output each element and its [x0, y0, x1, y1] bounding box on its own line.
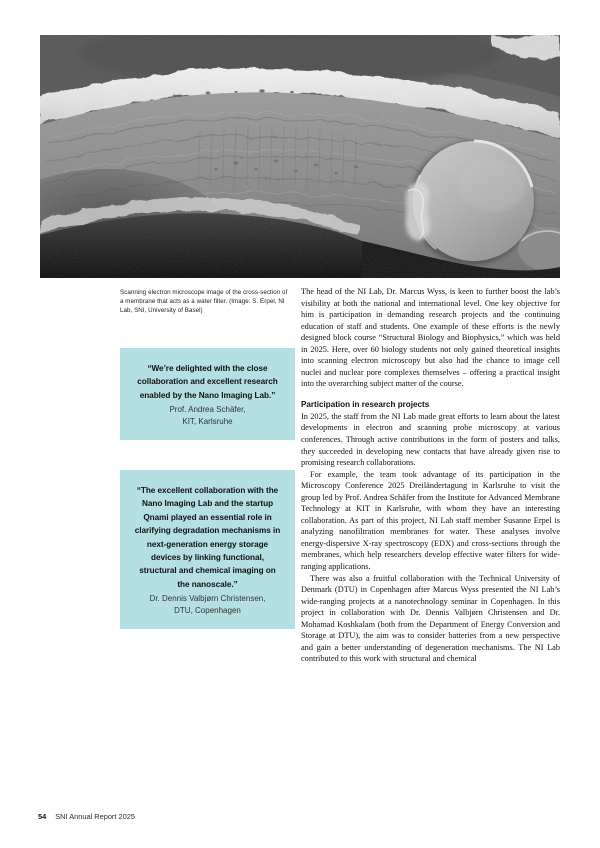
section-heading: Participation in research projects [301, 399, 430, 409]
image-caption: Scanning electron microscope image of the cross-section of a membrane that acts as a water filter. (Image: S. Erpel, NI Lab, SNI, University of Basel) [120, 289, 288, 315]
body-paragraph-4: There was also a fruitful collaboration with the Technical University of Denmark (DTU) in Copenhagen after Marcus Wyss presented the NI Lab’s wide-ranging projects at a nanotechnology seminar in Copenhagen. In this project in collaboration with Dr. Dennis Valbjørn Christensen and Dr. Mohamad Koshkalam (both from the Department of Energy Conversion and Storage at DTU), the aim was to consider batteries from a new perspective and gain a better understanding of degeneration mechanisms. The NI Lab contributed to this work with structural and chemical [301, 573, 560, 664]
pull-quote-box-2 [120, 470, 295, 629]
quote-attribution-1-name: Prof. Andrea Schäfer, [169, 405, 246, 415]
body-paragraph-2: In 2025, the staff from the NI Lab made great efforts to learn about the latest developments in electron and scanning probe microscopy at various conferences. Through active contributions in the form of posters and talks, they succeeded in developing new contacts that have already given rise to promising research collaborations. [301, 411, 560, 468]
footer-publication-title: SNI Annual Report 2025 [55, 812, 135, 821]
sem-micrograph-image [40, 35, 560, 278]
quote-attribution-2-affiliation: DTU, Copenhagen [174, 605, 241, 615]
article-body-column [301, 286, 560, 665]
pull-quote-box-1 [120, 348, 295, 440]
footer-page-number: 54 [38, 812, 47, 821]
quote-attribution-2-name: Dr. Dennis Valbjørn Christensen, [149, 594, 266, 604]
body-paragraph-1: The head of the NI Lab, Dr. Marcus Wyss, is keen to further boost the lab’s visibility at both the national and international level. One key objective for him is participation in demanding research projects and the continuing education of staff and students. One example of these efforts is the newly designed block course “Structural Biology and Biophysics,” which was held in 2025. Here, over 60 biology students not only gained theoretical insights into scanning electron microscopy but also had the chance to image cell nuclei and nuclear pore complexes themselves – offering a practical insight into the overarching subject matter of the course. [301, 287, 560, 389]
page-footer [38, 812, 135, 821]
body-paragraph-3: For example, the team took advantage of its participation in the Microscopy Conference 2025 Dreiländertagung in Karlsruhe to visit the group led by Prof. Andrea Schäfer from the Institute for Advanced Membrane Technology at KIT in Karlsruhe, with whom they have an interesting collaboration. As part of this project, NI Lab staff member Susanne Erpel is analyzing nanofiltration membranes for water. These analyses involve energy-dispersive X-ray spectroscopy (EDX) and cross-sections through the membranes, which help researchers develop effective water filters for wide-ranging applications. [301, 469, 560, 572]
quote-text-1: “We’re delighted with the close collaboration and excellent research enabled by the Nano Imaging Lab.” [137, 364, 278, 400]
quote-text-2: “The excellent collaboration with the Nano Imaging Lab and the startup Qnami played an essential role in clarifying degradation mechanisms in next-generation energy storage devices by linking functional, structural and chemical imaging on the nanoscale.” [134, 486, 281, 589]
quote-attribution-1-affiliation: KIT, Karlsruhe [182, 416, 233, 426]
